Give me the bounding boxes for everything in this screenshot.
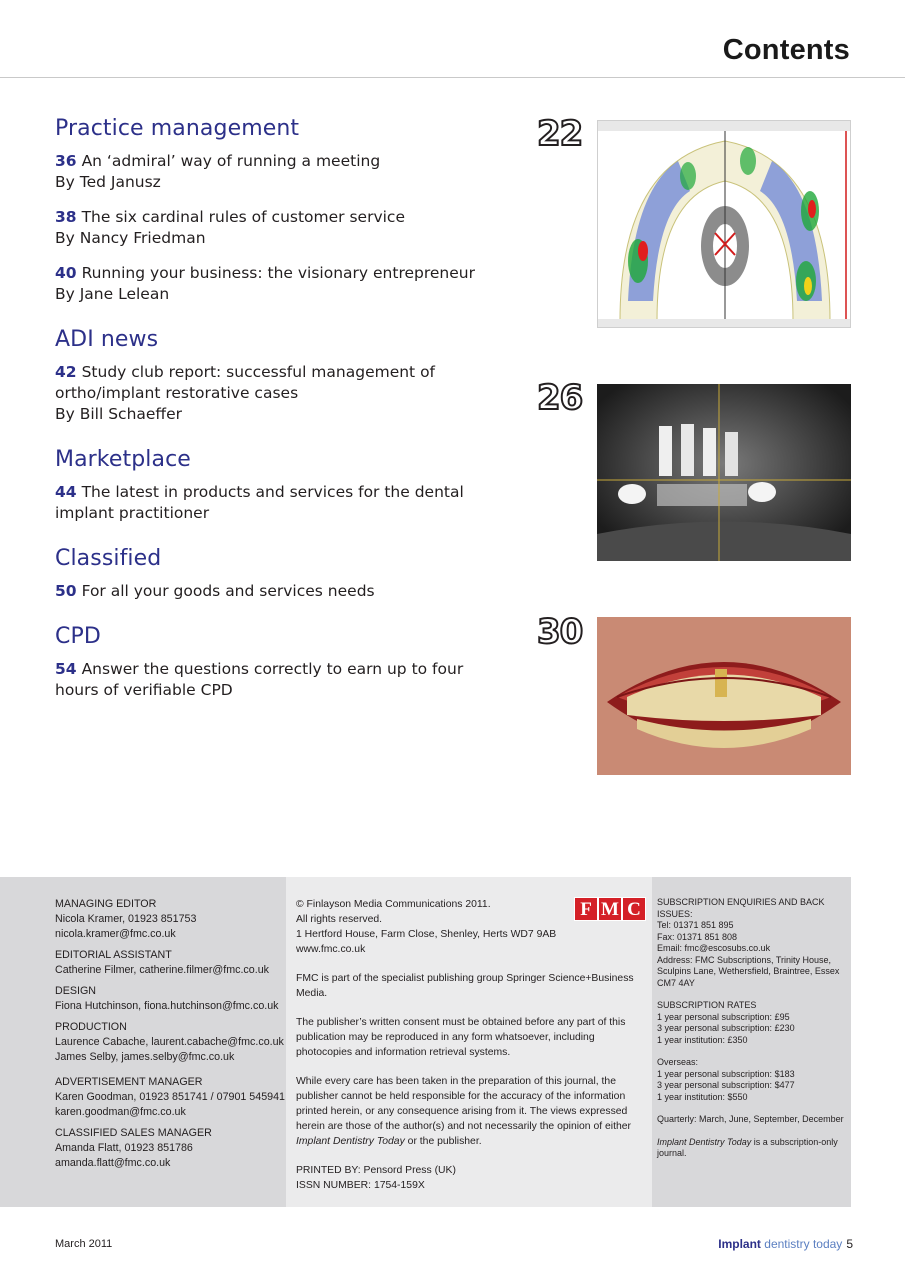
staff-block (55, 948, 286, 978)
subscription-fax: Fax: 01371 851 808 (657, 931, 738, 942)
entry-page-number: 36 (55, 152, 77, 170)
staff-email[interactable]: karen.goodman@fmc.co.uk (55, 1106, 186, 1118)
section-title: ADI news (55, 327, 159, 352)
xray-graphic (597, 384, 851, 561)
subscription-address: Address: FMC Subscriptions, Trinity House, Sculpins Lane, Wethersfield, Braintree, Essex CM7 4AY (657, 954, 840, 988)
overseas-title: Overseas: (657, 1057, 699, 1067)
disclaimer-journal: Implant Dentistry Today (296, 1136, 405, 1147)
entry-title: For all your goods and services needs (81, 582, 375, 600)
copyright-text: © Finlayson Media Communications 2011. (296, 899, 491, 910)
entry-author: By Nancy Friedman (55, 229, 206, 247)
section-cpd (55, 624, 495, 701)
rates-title: SUBSCRIPTION RATES (657, 1000, 757, 1010)
entry-page-number: 40 (55, 264, 77, 282)
staff-role: DESIGN (55, 985, 96, 997)
feature-page-number: 26 (537, 378, 583, 418)
disclaimer-pre: While every care has been taken in the preparation of this journal, the publisher cannot be held responsible for the accuracy of the information printed herein, or any consequence arising from it. The views expressed herein are those of the author(s) and not necessarily the opinion of either (296, 1076, 632, 1132)
subscription-email[interactable]: Email: fmc@escosubs.co.uk (657, 943, 771, 953)
staff-line: Nicola Kramer, 01923 851753 (55, 913, 197, 925)
entry-title: Running your business: the visionary entrepreneur (81, 264, 475, 282)
staff-block (55, 984, 286, 1014)
staff-role: EDITORIAL ASSISTANT (55, 949, 172, 961)
staff-role: CLASSIFIED SALES MANAGER (55, 1127, 212, 1139)
rate-line: 1 year institution: $550 (657, 1091, 748, 1102)
fmc-logo-letter: F (574, 897, 598, 921)
staff-block (55, 897, 286, 942)
section-title: CPD (55, 624, 101, 649)
brand-bold: Implant (718, 1237, 761, 1251)
section-classified (55, 546, 495, 602)
feature-page-number: 22 (537, 114, 583, 154)
entry-author: By Ted Janusz (55, 173, 161, 191)
subscription-enquiries (657, 897, 845, 989)
toc-entry[interactable] (55, 581, 495, 602)
fmc-logo (574, 897, 646, 921)
frequency-text: Quarterly: March, June, September, December (657, 1114, 844, 1124)
subscription-tel: Tel: 01371 851 895 (657, 920, 734, 930)
subscription-note (657, 1137, 845, 1160)
journal-brand (718, 1237, 853, 1251)
toc-entry[interactable] (55, 362, 495, 425)
staff-email[interactable]: nicola.kramer@fmc.co.uk (55, 928, 176, 940)
toc-entry[interactable] (55, 151, 495, 193)
fmc-logo-letter: C (622, 897, 646, 921)
overseas-rates (657, 1057, 845, 1103)
rate-line: 3 year personal subscription: £230 (657, 1023, 795, 1033)
subscription-column (652, 877, 851, 1207)
entry-title: The latest in products and services for the dental implant practitioner (55, 483, 464, 522)
group-text: FMC is part of the specialist publishing group Springer Science+Business Media. (296, 973, 634, 999)
brand-light: dentistry today (764, 1237, 843, 1251)
staff-line: Karen Goodman, 01923 851741 / 07901 545941 (55, 1091, 285, 1103)
staff-line: Catherine Filmer, catherine.filmer@fmc.co.uk (55, 964, 269, 976)
note-journal: Implant Dentistry Today (657, 1136, 752, 1147)
issue-date: March 2011 (55, 1238, 113, 1250)
subscription-rates (657, 1000, 845, 1046)
page-title: Contents (722, 34, 850, 66)
staff-role: ADVERTISEMENT MANAGER (55, 1076, 203, 1088)
section-marketplace (55, 447, 495, 524)
print-info (296, 1163, 644, 1193)
toc-entry[interactable] (55, 482, 495, 524)
toc-entry[interactable] (55, 659, 495, 701)
rights-text: All rights reserved. (296, 914, 383, 925)
toc-entry[interactable] (55, 263, 495, 305)
smile-dental-photo[interactable] (597, 617, 851, 775)
publisher-address: 1 Hertford House, Farm Close, Shenley, Herts WD7 9AB (296, 929, 557, 940)
staff-line: Laurence Cabache, laurent.cabache@fmc.co.uk (55, 1036, 284, 1048)
entry-title: The six cardinal rules of customer service (81, 208, 405, 226)
issn-number: ISSN NUMBER: 1754-159X (296, 1180, 425, 1191)
staff-block (55, 1020, 286, 1065)
staff-block (55, 1126, 286, 1171)
printed-by: PRINTED BY: Pensord Press (UK) (296, 1165, 456, 1176)
staff-line: Fiona Hutchinson, fiona.hutchinson@fmc.co.uk (55, 1000, 279, 1012)
entry-page-number: 50 (55, 582, 77, 600)
rate-line: 3 year personal subscription: $477 (657, 1080, 795, 1090)
smile-graphic (597, 617, 851, 775)
section-title: Practice management (55, 116, 300, 141)
header-divider (0, 77, 905, 78)
rate-line: 1 year institution: £350 (657, 1034, 748, 1045)
section-title: Marketplace (55, 447, 191, 472)
page-number: 5 (846, 1237, 853, 1251)
entry-page-number: 54 (55, 660, 77, 678)
entry-page-number: 44 (55, 483, 77, 501)
disclaimer-text (296, 1074, 644, 1149)
entry-title: An ‘admiral’ way of running a meeting (81, 152, 381, 170)
disclaimer-post: or the publisher. (404, 1136, 482, 1147)
staff-column (0, 877, 286, 1207)
note-text: is a subscription-only journal. (657, 1136, 838, 1158)
entry-page-number: 38 (55, 208, 77, 226)
section-title: Classified (55, 546, 162, 571)
staff-role: MANAGING EDITOR (55, 898, 157, 910)
entry-title: Study club report: successful management of ortho/implant restorative cases (55, 363, 436, 402)
staff-block (55, 1075, 286, 1120)
enquiries-title: SUBSCRIPTION ENQUIRIES AND BACK ISSUES: (657, 897, 825, 919)
occlusal-force-scan-image[interactable] (597, 120, 851, 328)
staff-role: PRODUCTION (55, 1021, 127, 1033)
section-practice-management (55, 116, 495, 305)
consent-text: The publisher’s written consent must be obtained before any part of this publication may be reproduced in any form whatsoever, including photocopies and information retrieval systems. (296, 1017, 626, 1058)
feature-page-number: 30 (537, 612, 583, 652)
fmc-logo-letter: M (598, 897, 622, 921)
staff-line: Amanda Flatt, 01923 851786 (55, 1142, 193, 1154)
staff-line: James Selby, james.selby@fmc.co.uk (55, 1051, 235, 1063)
implant-xray-image[interactable] (597, 384, 851, 561)
entry-title: Answer the questions correctly to earn up to four hours of verifiable CPD (55, 660, 464, 699)
table-of-contents (55, 116, 495, 723)
section-adi-news (55, 327, 495, 425)
masthead-footer (0, 877, 851, 1207)
toc-entry[interactable] (55, 207, 495, 249)
rate-line: 1 year personal subscription: $183 (657, 1068, 795, 1079)
staff-email[interactable]: amanda.flatt@fmc.co.uk (55, 1157, 171, 1169)
publisher-website-link[interactable]: www.fmc.co.uk (296, 944, 366, 955)
occlusal-scan-graphic (598, 121, 851, 328)
entry-page-number: 42 (55, 363, 77, 381)
rate-line: 1 year personal subscription: £95 (657, 1011, 790, 1022)
entry-author: By Bill Schaeffer (55, 405, 183, 423)
publisher-column (286, 877, 652, 1207)
entry-author: By Jane Lelean (55, 285, 170, 303)
